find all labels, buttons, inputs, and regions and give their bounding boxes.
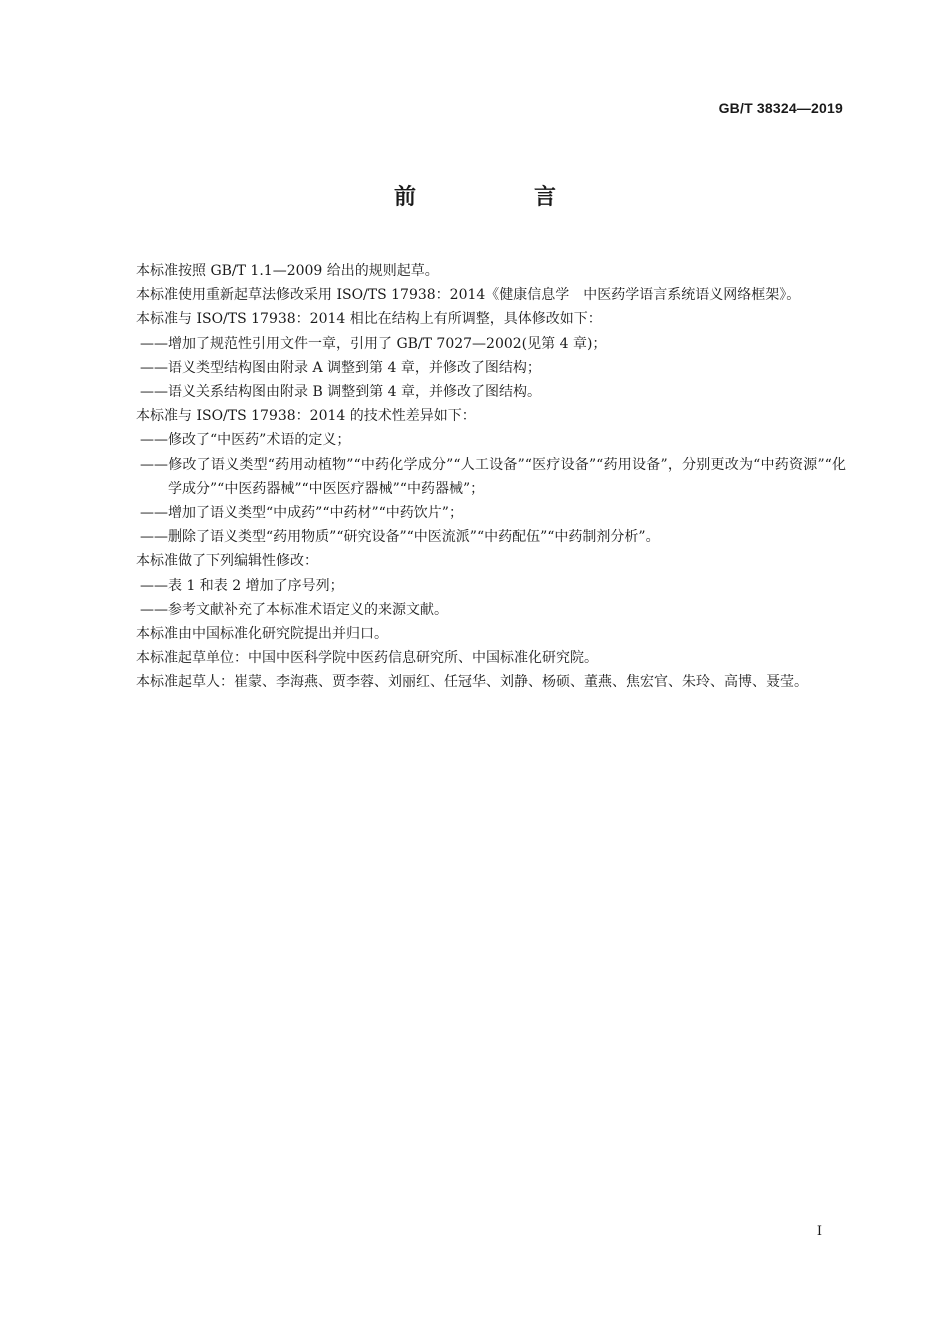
list-item: ——表 1 和表 2 增加了序号列；	[140, 577, 344, 594]
paragraph: 本标准做了下列编辑性修改：	[136, 553, 318, 570]
paragraph: 本标准起草人：崔蒙、李海燕、贾李蓉、刘丽红、任冠华、刘静、杨硕、董燕、焦宏官、朱玲、高博、聂莹。	[136, 674, 808, 691]
list-item: ——修改了“中医药”术语的定义；	[140, 432, 351, 449]
paragraph: 本标准与 ISO/TS 17938：2014 相比在结构上有所调整，具体修改如下：	[136, 311, 602, 328]
list-item: ——语义关系结构图由附录 B 调整到第 4 章，并修改了图结构。	[140, 384, 541, 401]
paragraph: 本标准与 ISO/TS 17938：2014 的技术性差异如下：	[136, 408, 476, 425]
paragraph: 本标准使用重新起草法修改采用 ISO/TS 17938：2014《健康信息学 中医药学语言系统语义网络框架》。	[136, 287, 801, 304]
paragraph: 本标准由中国标准化研究院提出并归口。	[136, 626, 388, 643]
document-code: GB/T 38324—2019	[718, 100, 843, 116]
list-item: ——增加了语义类型“中成药”“中药材”“中药饮片”；	[140, 505, 463, 522]
list-item: ——增加了规范性引用文件一章，引用了 GB/T 7027—2002(见第 4 章)；	[140, 335, 607, 352]
list-item: ——修改了语义类型“药用动植物”“中药化学成分”“人工设备”“医疗设备”“药用设备”，分别更改为“中药资源”“化学成分”“中医药器械”“中医医疗器械”“中药器械”；	[140, 456, 846, 497]
list-item: ——语义类型结构图由附录 A 调整到第 4 章，并修改了图结构；	[140, 359, 541, 376]
paragraph: 本标准按照 GB/T 1.1—2009 给出的规则起草。	[136, 263, 439, 279]
list-item: ——参考文献补充了本标准术语定义的来源文献。	[140, 601, 448, 618]
paragraph: 本标准起草单位：中国中医科学院中医药信息研究所、中国标准化研究院。	[136, 650, 598, 667]
page-number: I	[816, 1224, 822, 1239]
page-title: 前 言	[393, 185, 604, 210]
list-item: ——删除了语义类型“药用物质”“研究设备”“中医流派”“中药配伍”“中药制剂分析”。	[140, 529, 660, 546]
foreword-body	[108, 259, 846, 695]
